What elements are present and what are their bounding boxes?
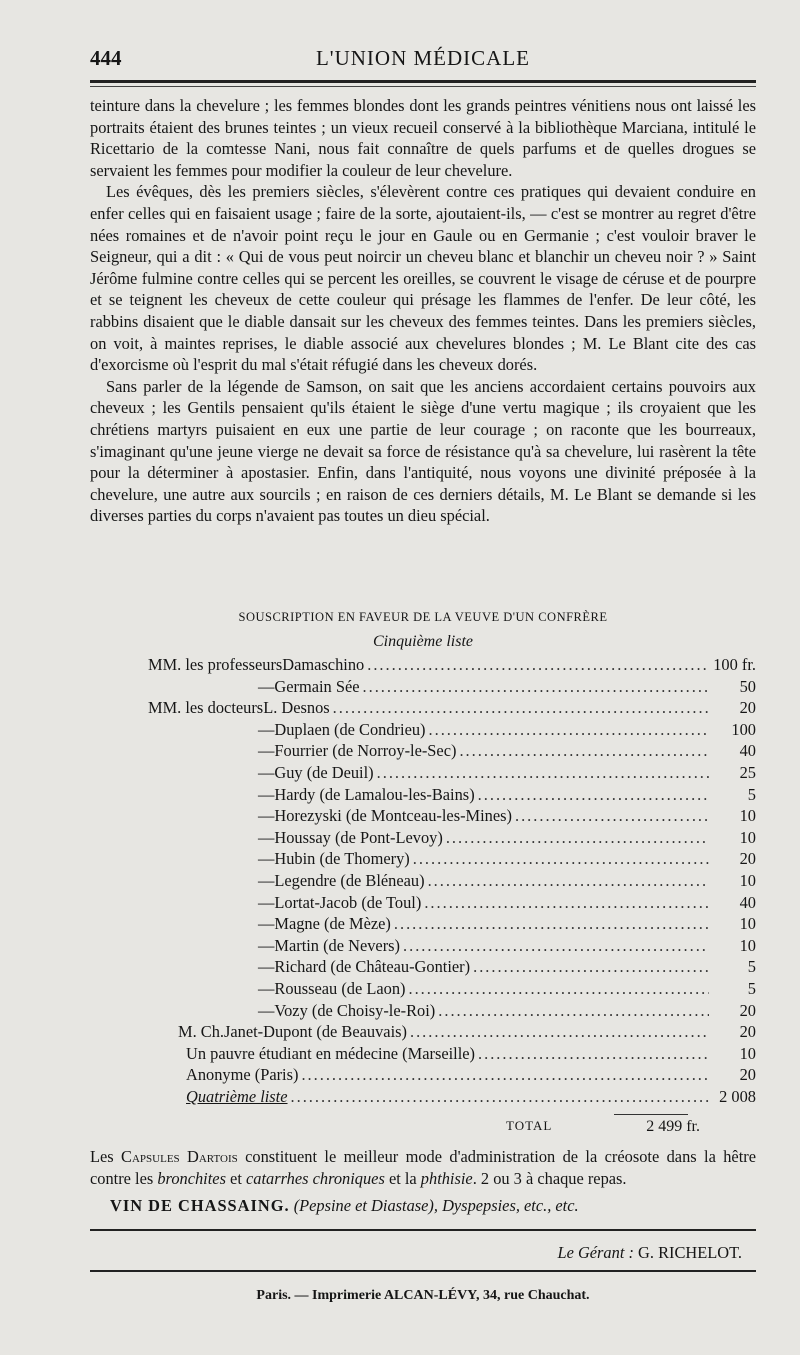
donor-amount: 40 [739,741,756,761]
donor-amount: 10 [739,914,756,934]
donor-prefix: — [258,957,275,977]
donor-prefix: M. Ch. [178,1022,224,1042]
page-number: 444 [90,46,122,70]
vin-name: VIN DE CHASSAING. [110,1196,290,1215]
donor-amount: 5 [747,784,756,804]
donor-row [90,785,756,807]
donor-name: Un pauvre étudiant en médecine (Marseille) [186,1043,475,1063]
separator-rule [90,1229,756,1231]
leader-dots [367,655,709,675]
donor-row [90,741,756,763]
donor-name: Lortat-Jacob (de Toul) [274,892,422,912]
leader-dots [478,785,709,805]
donor-amount: 10 [739,935,756,955]
paragraph-3: Sans parler de la légende de Samson, on sait que les anciens accordaient certains pouvoirs aux cheveux ; les Gentils pensaient qu'ils étaient le siège d'une vertu magique ; ils croyaient que les chrétiens martyrs puisaient en eux une partie de leur courage ; on raconte que les bourreaux, s'imaginant qu'une jeune vierge ne devait sa force de résistance qu'à sa chevelure, lui rasèrent la tête pour la déterminer à apostasier. Enfin, dans l'antiquité, nous voyons une divinité préposée à la chevelure, une autre aux sourcils ; en raison de ces derniers détails, M. Le Blant se demande si les diverses parties du corps n'avaient pas toutes un dieu spécial. [90,376,756,526]
donor-row [90,828,756,850]
capsules-text: Les [90,1147,122,1166]
capsules-italic: catarrhes chroniques [245,1168,385,1188]
donor-amount: 5 [747,978,756,998]
leader-dots [394,914,709,934]
donor-amount: 20 [739,1065,756,1085]
donor-amount: 20 [739,1022,756,1042]
donor-amount: 40 [739,892,756,912]
leader-dots [424,893,709,913]
donor-name: Magne (de Mèze) [274,914,391,934]
running-head: L'UNION MÉDICALE [315,46,530,70]
header-rule [90,80,756,83]
capsules-text: et [225,1168,246,1188]
leader-dots [473,957,709,977]
capsules-brand: Capsules Dartois [121,1147,238,1166]
separator-rule-2 [90,1270,756,1272]
donor-amount: 20 [739,698,756,718]
donor-name: Vozy (de Choisy-le-Roi) [274,1000,436,1020]
capsules-text: constituent le meilleur mode d'administration de la créosote dans la [237,1147,724,1166]
donor-row [90,806,756,828]
donor-prefix: — [258,827,275,847]
donor-name: Quatrième liste [186,1086,288,1106]
leader-dots [377,763,709,783]
leader-dots [428,871,709,891]
donor-row [90,1044,756,1066]
donor-name: Horezyski (de Montceau-les-Mines) [274,806,512,826]
donor-row [90,677,756,699]
donor-row [90,763,756,785]
donor-name: Janet-Dupont (de Beauvais) [224,1022,407,1042]
donor-row [90,979,756,1001]
donor-name: Richard (de Château-Gontier) [274,957,471,977]
imprint-line: Paris. — Imprimerie ALCAN-LÉVY, 34, rue Chauchat. [256,1288,590,1303]
leader-dots [438,1001,709,1021]
donor-amount: 25 [739,762,756,782]
donor-prefix: — [258,849,275,869]
donor-amount: 10 [739,1043,756,1063]
donor-row [90,914,756,936]
donor-amount: 20 [739,849,756,869]
leader-dots [363,677,710,697]
donor-name: Hubin (de Thomery) [274,849,410,869]
gerant-line [557,1243,742,1263]
donor-prefix: — [258,719,275,739]
capsules-text: hêtre contre les [90,1147,756,1188]
donor-amount: 20 [739,1000,756,1020]
donor-prefix: MM. les professeurs [148,655,283,674]
donor-amount: 5 [747,957,756,977]
subscription-title: SOUSCRIPTION EN FAVEUR DE LA VEUVE D'UN CONFRÈRE [238,610,608,624]
donor-amount: 50 [739,676,756,696]
gerant-name: G. RICHELOT. [638,1243,742,1262]
donor-prefix: — [258,762,275,782]
donor-row [90,849,756,871]
donor-prefix: — [258,741,275,761]
donor-row [90,936,756,958]
capsules-italic: phthisie [420,1168,473,1188]
leader-dots [459,741,709,761]
donor-prefix: — [258,784,275,804]
donor-name: Hardy (de Lamalou-les-Bains) [274,784,475,804]
donor-name: Anonyme (Paris) [186,1065,299,1085]
header-rule-thin [90,86,756,87]
leader-dots [301,1065,709,1085]
article-body [90,95,756,527]
capsules-ad [90,1146,756,1189]
donor-row [90,893,756,915]
donor-prefix: — [258,935,275,955]
paragraph-2: Les évêques, dès les premiers siècles, s'élevèrent contre ces pratiques qui devaient conduire en enfer celles qui en faisaient usage ; faire de la sorte, ajoutaient-ils, — c'est se montrer au regret d'être nées romaines et de n'avoir point reçu le jour en Gaule ou en Germanie ; c'est vouloir braver le Seigneur, qui a dit : « Qui de vous peut noircir un cheveu blanc et blanchir un cheveu noir ? » Saint Jérôme fulmine contre celles qui se percent les oreilles, se couvrent le visage de céruse et de pourpre et se teignent les cheveux de cette couleur qui présage les flammes de l'enfer. De leur côté, les rabbins disaient que le diable dansait sur les cheveux des femmes teintes. Dans les premiers siècles, on voit, à maintes reprises, le diable associé aux chevelures blondes ; M. Le Blant cite des cas d'exorcisme où l'esprit du mal s'était réfugié dans les cheveux dorés. [90,182,756,375]
donor-name: Guy (de Deuil) [274,762,374,782]
donor-row [90,1087,756,1109]
leader-dots [410,1022,709,1042]
donor-prefix: — [258,1000,275,1020]
page-header [90,46,756,72]
vin-detail: (Pepsine et Diastase), Dyspepsies, etc., etc. [293,1196,579,1215]
donor-name: Houssay (de Pont-Levoy) [274,827,443,847]
donor-row [90,1065,756,1087]
donor-row [90,1022,756,1044]
donor-prefix: — [258,978,275,998]
total-label: TOTAL [506,1118,553,1133]
donor-name: Rousseau (de Laon) [274,978,406,998]
leader-dots [403,936,709,956]
donor-name: L. Desnos [263,698,330,718]
leader-dots [413,849,709,869]
leader-dots [515,806,709,826]
leader-dots [429,720,710,740]
leader-dots [291,1087,709,1107]
donor-prefix: — [258,892,275,912]
total-value: 2 499 fr. [646,1118,700,1135]
leader-dots [408,979,709,999]
leader-dots [478,1044,709,1064]
donor-prefix: — [258,676,275,696]
vin-ad [110,1196,579,1216]
donor-row [90,720,756,742]
donor-prefix: — [258,806,275,826]
donor-row [90,871,756,893]
donor-name: Damaschino [282,655,365,674]
donor-name: Legendre (de Bléneau) [274,870,425,890]
donor-amount: 100 fr. [713,655,756,674]
total-rule [614,1114,688,1115]
capsules-text: . 2 ou 3 à chaque repas. [472,1168,627,1188]
donor-prefix: — [258,914,275,934]
donor-name: Duplaen (de Condrieu) [274,719,426,739]
donor-name: Fourrier (de Norroy-le-Sec) [274,741,457,761]
gerant-label: Le Gérant : [557,1243,634,1262]
donor-prefix: — [258,870,275,890]
donor-prefix: MM. les docteurs [148,698,264,718]
donor-amount: 10 [739,806,756,826]
capsules-text: et la [384,1168,421,1188]
capsules-italic: bronchites [157,1168,226,1188]
donor-amount: 10 [739,827,756,847]
paragraph-1: teinture dans la chevelure ; les femmes blondes dont les grands peintres vénitiens nous ont laissé les portraits étaient des brunes teintes ; un vieux recueil conservé à la bibliothèque Marciana, intitulé le Ricettario de la comtesse Nani, nous fait connaître de quels parfums et de quelles drogues se servaient les femmes pour modifier la couleur de leur chevelure. [90,96,756,180]
donor-row [90,1001,756,1023]
donor-row [90,655,756,677]
donor-name: Germain Sée [274,676,360,696]
donor-row [90,698,756,720]
leader-dots [333,698,709,718]
donor-row [90,957,756,979]
donor-name: Martin (de Nevers) [274,935,401,955]
donor-amount: 10 [739,870,756,890]
donor-amount: 100 [731,719,756,739]
donor-amount: 2 008 [719,1086,756,1106]
donor-list [90,655,756,1108]
list-title: Cinquième liste [373,633,473,650]
leader-dots [446,828,709,848]
